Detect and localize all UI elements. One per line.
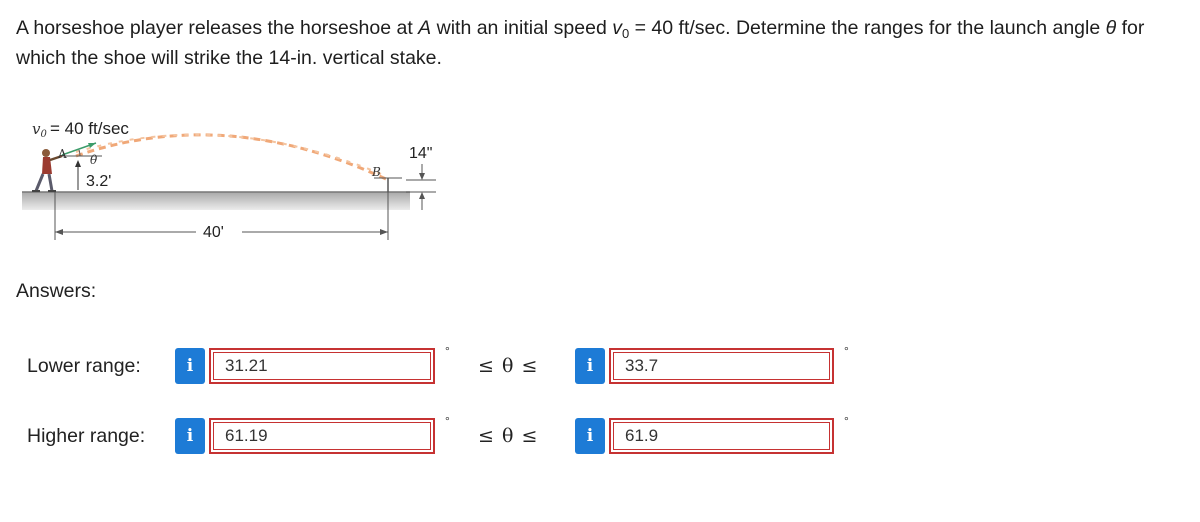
horseshoe-figure — [16, 112, 456, 252]
theta-label: θ — [90, 153, 98, 167]
height-arrowhead — [75, 160, 81, 167]
problem-text: with an initial speed — [431, 17, 613, 39]
lower-range-label: Lower range: — [27, 355, 141, 377]
distance-arrowhead-left — [55, 229, 63, 235]
lower-range-min-input[interactable]: 31.21 — [209, 348, 435, 384]
theta-inequality: ≤ θ ≤ — [478, 355, 539, 377]
higher-range-max-input[interactable]: 61.9 — [609, 418, 834, 454]
point-b-label: B — [372, 165, 381, 179]
degree-symbol: ° — [844, 414, 849, 428]
point-a-italic: A — [418, 17, 432, 39]
lower-range-max-input[interactable]: 33.7 — [609, 348, 834, 384]
problem-text: = 40 ft/sec. Determine the ranges for the launch angle — [629, 17, 1106, 39]
degree-symbol: ° — [445, 414, 450, 428]
distance-arrowhead-right — [380, 229, 388, 235]
info-icon[interactable]: i — [175, 348, 205, 384]
problem-text: for which the shoe will strike the 14-in. vertical stake. — [16, 17, 1145, 69]
degree-symbol: ° — [445, 344, 450, 358]
stake-arrowhead-up — [419, 192, 425, 199]
problem-statement — [16, 14, 1186, 73]
stake-height-label: 14" — [409, 145, 433, 162]
answers-label: Answers: — [16, 280, 97, 302]
distance-label: 40' — [203, 224, 224, 241]
horseshoe-diagram — [16, 112, 456, 252]
theta-inequality: ≤ θ ≤ — [478, 425, 539, 447]
stake-arrowhead-down — [419, 173, 425, 180]
theta-symbol: θ — [1105, 17, 1117, 39]
degree-symbol: ° — [844, 344, 849, 358]
higher-range-min-input[interactable]: 61.19 — [209, 418, 435, 454]
velocity-subscript: 0 — [621, 26, 630, 41]
velocity-symbol: v — [612, 17, 622, 39]
v0-value: = 40 ft/sec — [50, 119, 129, 138]
v0-symbol: $v_0$ — [32, 120, 47, 140]
velocity-arrowhead — [88, 143, 96, 148]
point-a-label: A — [58, 147, 67, 161]
height-label: 3.2' — [86, 173, 112, 190]
info-icon[interactable]: i — [575, 418, 605, 454]
info-icon[interactable]: i — [175, 418, 205, 454]
info-icon[interactable]: i — [575, 348, 605, 384]
higher-range-label: Higher range: — [27, 425, 146, 447]
problem-text: A horseshoe player releases the horseshoe at — [16, 17, 419, 39]
ground — [22, 192, 410, 210]
trajectory-path-faint — [76, 135, 386, 176]
